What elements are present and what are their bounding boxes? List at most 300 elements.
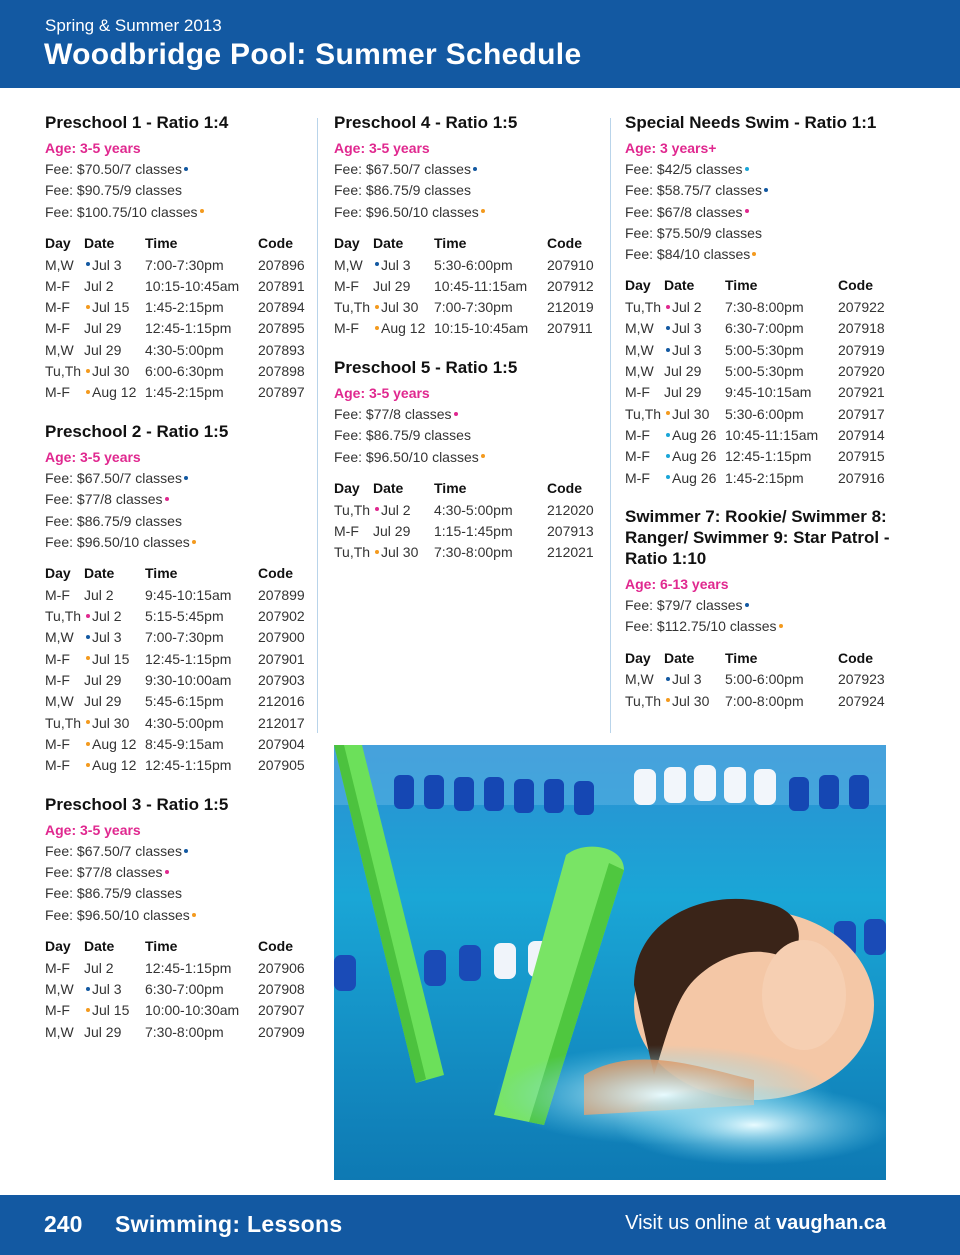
fee-text: Fee: $67/8 classes	[625, 203, 743, 220]
table-row	[45, 691, 305, 712]
row-time: 12:45-1:15pm	[145, 320, 232, 337]
row-date-cell	[84, 296, 145, 317]
row-time: 6:00-6:30pm	[145, 363, 224, 380]
row-date-cell	[664, 403, 725, 424]
column-header-date: Date	[84, 938, 115, 955]
column-header-day: Day	[45, 234, 71, 251]
row-time: 6:30-7:00pm	[725, 320, 804, 337]
table-row	[625, 296, 885, 317]
row-code: 207910	[547, 256, 594, 273]
program-block	[334, 357, 598, 563]
row-time: 8:45-9:15am	[145, 735, 224, 752]
row-date: Jul 30	[381, 299, 419, 316]
row-date-cell	[84, 712, 145, 733]
row-code: 212017	[258, 714, 305, 731]
page-header	[0, 0, 960, 88]
age-label: Age: 3-5 years	[45, 448, 141, 465]
column-header-time: Time	[434, 479, 467, 496]
program-title: Swimmer 7: Rookie/ Swimmer 8: Ranger/ Swimmer 9: Star Patrol - Ratio 1:10	[625, 507, 890, 569]
fee-line	[625, 180, 895, 201]
table-row	[45, 360, 305, 381]
row-time: 1:15-1:45pm	[434, 522, 513, 539]
row-time: 7:00-7:30pm	[145, 256, 224, 273]
row-day: M-F	[334, 277, 359, 294]
row-date-cell	[664, 382, 725, 403]
fee-text: Fee: $96.50/10 classes	[334, 448, 479, 465]
fee-text: Fee: $86.75/9 classes	[334, 182, 471, 199]
row-time: 12:45-1:15pm	[145, 959, 232, 976]
fee-line	[625, 223, 895, 244]
row-date: Aug 26	[672, 426, 717, 443]
row-date-cell	[373, 499, 434, 520]
row-date-cell	[664, 360, 725, 381]
schedule-table	[625, 274, 885, 488]
fee-text: Fee: $90.75/9 classes	[45, 182, 182, 199]
row-date-cell	[664, 690, 725, 711]
row-day: M-F	[45, 959, 70, 976]
fee-line	[625, 244, 895, 265]
row-day: M-F	[625, 469, 650, 486]
row-code: 207897	[258, 384, 305, 401]
row-code: 207919	[838, 341, 885, 358]
fee-line	[45, 883, 307, 904]
row-code: 207916	[838, 469, 885, 486]
fee-text: Fee: $79/7 classes	[625, 597, 743, 614]
program-title: Preschool 1 - Ratio 1:4	[45, 113, 229, 132]
table-row	[45, 296, 305, 317]
row-date: Jul 30	[672, 692, 710, 709]
fee-text: Fee: $96.50/10 classes	[45, 906, 190, 923]
row-day: Tu,Th	[45, 714, 82, 731]
fee-text: Fee: $67.50/7 classes	[45, 842, 182, 859]
orange-dot-icon	[666, 698, 670, 702]
table-row	[625, 339, 885, 360]
row-code: 207901	[258, 650, 305, 667]
blue-dot-icon	[666, 677, 670, 681]
table-header-row	[45, 562, 305, 584]
page-footer	[0, 1195, 960, 1255]
row-code: 207907	[258, 1002, 305, 1019]
row-day: Tu,Th	[45, 363, 82, 380]
table-header-row	[45, 232, 305, 254]
orange-dot-icon	[192, 913, 196, 917]
blue-dot-icon	[745, 603, 749, 607]
row-code: 207900	[258, 629, 305, 646]
age-label: Age: 3-5 years	[334, 385, 430, 402]
row-code: 207912	[547, 277, 594, 294]
row-date: Aug 12	[381, 320, 426, 337]
row-date: Jul 2	[84, 586, 114, 603]
column-header-time: Time	[145, 938, 178, 955]
row-date-cell	[373, 520, 434, 541]
row-time: 9:45-10:15am	[725, 384, 812, 401]
row-code: 207909	[258, 1023, 305, 1040]
program-title: Preschool 3 - Ratio 1:5	[45, 794, 229, 814]
column-header-date: Date	[373, 234, 404, 251]
row-date: Aug 12	[92, 757, 137, 774]
row-day: M-F	[45, 277, 70, 294]
fee-line	[45, 202, 307, 223]
blue-dot-icon	[86, 262, 90, 266]
fee-line	[45, 489, 307, 510]
program-block	[45, 421, 307, 776]
row-date: Jul 29	[84, 693, 122, 710]
column-header-day: Day	[625, 277, 651, 294]
orange-dot-icon	[86, 742, 90, 746]
row-code: 207920	[838, 363, 885, 380]
row-day: M-F	[45, 735, 70, 752]
table-row	[45, 584, 305, 605]
row-date: Jul 29	[664, 384, 702, 401]
table-row	[45, 275, 305, 296]
teal-dot-icon	[666, 433, 670, 437]
table-row	[334, 318, 594, 339]
program-title: Preschool 4 - Ratio 1:5	[334, 113, 518, 132]
row-code: 207898	[258, 363, 305, 380]
fee-text: Fee: $67.50/7 classes	[334, 161, 471, 177]
row-date-cell	[373, 254, 434, 275]
fee-line	[625, 159, 895, 180]
row-date: Jul 15	[92, 1002, 130, 1019]
section-name: Swimming: Lessons	[115, 1211, 343, 1237]
row-day: Tu,Th	[334, 501, 371, 518]
schedule-table	[334, 232, 594, 339]
website-link[interactable]	[625, 1212, 886, 1235]
table-row	[45, 318, 305, 339]
row-date: Jul 2	[92, 608, 122, 625]
fee-line	[45, 862, 307, 883]
row-time: 7:00-8:00pm	[725, 692, 804, 709]
row-day: M-F	[45, 1002, 70, 1019]
row-date: Aug 26	[672, 448, 717, 465]
row-date: Jul 3	[672, 341, 702, 358]
row-date: Jul 29	[373, 522, 411, 539]
row-date: Jul 29	[84, 341, 122, 358]
orange-dot-icon	[86, 656, 90, 660]
row-date: Jul 3	[381, 256, 411, 273]
column-header-time: Time	[145, 234, 178, 251]
row-time: 7:30-8:00pm	[725, 299, 804, 316]
row-code: 207905	[258, 757, 305, 774]
row-code: 207913	[547, 522, 594, 539]
blue-dot-icon	[764, 188, 768, 192]
column-header-code: Code	[838, 649, 873, 666]
row-time: 4:30-5:00pm	[145, 341, 224, 358]
orange-dot-icon	[779, 624, 783, 628]
blue-dot-icon	[666, 326, 670, 330]
table-row	[45, 605, 305, 626]
fee-line	[45, 905, 307, 926]
row-date-cell	[84, 1000, 145, 1021]
column-header-time: Time	[725, 277, 758, 294]
blue-dot-icon	[473, 167, 477, 171]
pink-dot-icon	[86, 614, 90, 618]
orange-dot-icon	[481, 209, 485, 213]
row-date: Jul 29	[84, 1023, 122, 1040]
row-date: Jul 3	[92, 629, 122, 646]
row-day: M-F	[625, 426, 650, 443]
table-row	[45, 1000, 305, 1021]
row-date: Jul 29	[84, 320, 122, 337]
row-date: Jul 30	[381, 544, 419, 561]
row-code: 207891	[258, 277, 305, 294]
row-date-cell	[664, 296, 725, 317]
fee-line	[45, 159, 307, 180]
table-row	[45, 733, 305, 754]
row-date-cell	[84, 339, 145, 360]
table-row	[625, 382, 885, 403]
orange-dot-icon	[86, 763, 90, 767]
column-header-date: Date	[664, 649, 695, 666]
fee-text: Fee: $70.50/7 classes	[45, 161, 182, 177]
row-date-cell	[84, 382, 145, 403]
website-url[interactable]: vaughan.ca	[775, 1212, 886, 1234]
fee-line	[334, 425, 598, 446]
row-code: 212021	[547, 544, 594, 561]
row-time: 5:45-6:15pm	[145, 693, 224, 710]
column-header-date: Date	[373, 479, 404, 496]
row-time: 9:45-10:15am	[145, 586, 232, 603]
column-header-day: Day	[334, 234, 360, 251]
program-block	[45, 794, 307, 1042]
fee-line	[625, 202, 895, 223]
row-day: M-F	[45, 757, 70, 774]
row-date-cell	[84, 691, 145, 712]
row-code: 207924	[838, 692, 885, 709]
row-time: 10:15-10:45am	[145, 277, 240, 294]
page-number: 240	[44, 1211, 83, 1237]
row-time: 12:45-1:15pm	[145, 650, 232, 667]
table-row	[625, 467, 885, 488]
teal-dot-icon	[666, 454, 670, 458]
age-label: Age: 3-5 years	[45, 140, 141, 156]
table-row	[334, 499, 594, 520]
orange-dot-icon	[192, 540, 196, 544]
fee-line	[45, 841, 307, 862]
table-row	[334, 254, 594, 275]
row-date-cell	[84, 360, 145, 381]
row-day: M,W	[45, 256, 74, 273]
row-code: 207896	[258, 256, 305, 273]
row-day: M-F	[45, 299, 70, 316]
schedule-table	[45, 935, 305, 1042]
fee-line	[334, 202, 598, 223]
column-header-time: Time	[725, 649, 758, 666]
row-day: M,W	[45, 341, 74, 358]
row-date: Jul 30	[92, 714, 130, 731]
row-time: 9:30-10:00am	[145, 671, 232, 688]
row-code: 212020	[547, 501, 594, 518]
row-date: Jul 29	[84, 671, 122, 688]
column-header-code: Code	[258, 234, 293, 251]
row-date-cell	[84, 605, 145, 626]
row-date: Jul 29	[373, 277, 411, 294]
row-time: 5:30-6:00pm	[725, 405, 804, 422]
table-row	[334, 520, 594, 541]
column-header-day: Day	[334, 479, 360, 496]
fee-line	[45, 468, 307, 489]
orange-dot-icon	[86, 369, 90, 373]
table-row	[625, 690, 885, 711]
row-day: M,W	[45, 980, 74, 997]
row-time: 7:00-7:30pm	[145, 629, 224, 646]
orange-dot-icon	[86, 305, 90, 309]
row-date: Aug 12	[92, 735, 137, 752]
table-row	[625, 403, 885, 424]
schedule-column-2	[334, 112, 598, 581]
row-code: 207904	[258, 735, 305, 752]
table-row	[45, 978, 305, 999]
fee-line	[45, 180, 307, 201]
table-row	[45, 755, 305, 776]
row-day: M-F	[625, 384, 650, 401]
row-day: M,W	[45, 629, 74, 646]
row-time: 10:15-10:45am	[434, 320, 529, 337]
row-date: Jul 2	[381, 501, 411, 518]
fee-text: Fee: $96.50/10 classes	[334, 203, 479, 220]
row-time: 10:00-10:30am	[145, 1002, 240, 1019]
row-date-cell	[664, 467, 725, 488]
orange-dot-icon	[375, 305, 379, 309]
fee-line	[625, 616, 895, 637]
age-label: Age: 3 years+	[625, 140, 717, 156]
fee-text: Fee: $86.75/9 classes	[45, 512, 182, 529]
row-time: 5:15-5:45pm	[145, 608, 224, 625]
row-time: 4:30-5:00pm	[434, 501, 513, 518]
table-row	[334, 275, 594, 296]
row-date-cell	[373, 296, 434, 317]
fee-text: Fee: $77/8 classes	[334, 406, 452, 423]
row-day: Tu,Th	[625, 692, 662, 709]
visit-prefix: Visit us online at	[625, 1212, 776, 1234]
row-date-cell	[84, 254, 145, 275]
fee-line	[334, 159, 598, 180]
blue-dot-icon	[184, 849, 188, 853]
row-date-cell	[664, 669, 725, 690]
table-header-row	[625, 647, 885, 669]
schedule-table	[45, 232, 305, 403]
table-row	[45, 254, 305, 275]
table-row	[625, 446, 885, 467]
row-time: 1:45-2:15pm	[145, 299, 224, 316]
row-date: Jul 15	[92, 299, 130, 316]
fee-text: Fee: $58.75/7 classes	[625, 182, 762, 199]
table-row	[45, 669, 305, 690]
row-time: 10:45-11:15am	[434, 277, 528, 294]
program-title: Special Needs Swim - Ratio 1:1	[625, 113, 877, 132]
row-code: 207895	[258, 320, 305, 337]
row-code: 207915	[838, 448, 885, 465]
table-header-row	[45, 935, 305, 957]
fee-text: Fee: $77/8 classes	[45, 864, 163, 881]
table-row	[45, 957, 305, 978]
table-row	[625, 669, 885, 690]
program-block	[334, 112, 598, 339]
row-time: 5:00-5:30pm	[725, 363, 804, 380]
row-day: M-F	[45, 586, 70, 603]
row-date-cell	[664, 339, 725, 360]
row-date: Jul 3	[672, 320, 702, 337]
program-block	[625, 112, 895, 488]
fee-text: Fee: $100.75/10 classes	[45, 203, 198, 220]
fee-line	[334, 404, 598, 425]
row-day: Tu,Th	[334, 299, 371, 316]
orange-dot-icon	[86, 1008, 90, 1012]
row-day: Tu,Th	[625, 299, 662, 316]
row-code: 207908	[258, 980, 305, 997]
row-date: Jul 29	[664, 363, 702, 380]
row-day: M-F	[45, 650, 70, 667]
table-header-row	[625, 274, 885, 296]
orange-dot-icon	[86, 720, 90, 724]
column-header-code: Code	[838, 277, 873, 294]
page-title: Woodbridge Pool: Summer Schedule	[44, 38, 582, 71]
column-header-code: Code	[547, 479, 582, 496]
fee-text: Fee: $67.50/7 classes	[45, 469, 182, 486]
pink-dot-icon	[745, 209, 749, 213]
row-time: 5:30-6:00pm	[434, 256, 513, 273]
schedule-column-3	[625, 112, 895, 729]
pink-dot-icon	[165, 497, 169, 501]
fee-line	[625, 595, 895, 616]
table-row	[45, 648, 305, 669]
row-time: 5:00-5:30pm	[725, 341, 804, 358]
row-day: M,W	[45, 693, 74, 710]
row-date: Jul 3	[672, 671, 702, 688]
fee-line	[334, 447, 598, 468]
blue-dot-icon	[184, 167, 188, 171]
fee-line	[334, 180, 598, 201]
row-date-cell	[373, 275, 434, 296]
row-code: 212016	[258, 693, 305, 710]
row-date-cell	[84, 275, 145, 296]
column-header-code: Code	[258, 565, 293, 582]
row-code: 207923	[838, 671, 885, 688]
row-date: Jul 3	[92, 256, 122, 273]
pink-dot-icon	[165, 870, 169, 874]
schedule-column-1	[45, 112, 307, 1060]
row-date: Jul 30	[672, 405, 710, 422]
row-date-cell	[373, 542, 434, 563]
column-header-date: Date	[664, 277, 695, 294]
fee-text: Fee: $86.75/9 classes	[45, 885, 182, 902]
table-row	[45, 1021, 305, 1042]
column-header-day: Day	[45, 565, 71, 582]
row-code: 207911	[547, 320, 593, 337]
row-date: Jul 2	[672, 299, 702, 316]
column-header-time: Time	[434, 234, 467, 251]
row-day: Tu,Th	[625, 405, 662, 422]
row-code: 207903	[258, 671, 305, 688]
blue-dot-icon	[666, 348, 670, 352]
row-day: Tu,Th	[45, 608, 82, 625]
orange-dot-icon	[752, 252, 756, 256]
schedule-table	[334, 477, 594, 563]
column-header-day: Day	[625, 649, 651, 666]
row-code: 207922	[838, 299, 885, 316]
age-label: Age: 6-13 years	[625, 576, 729, 593]
column-header-date: Date	[84, 565, 115, 582]
table-row	[45, 627, 305, 648]
row-date-cell	[84, 648, 145, 669]
row-time: 12:45-1:15pm	[725, 448, 812, 465]
fee-text: Fee: $86.75/9 classes	[334, 427, 471, 444]
program-title: Preschool 2 - Ratio 1:5	[45, 421, 229, 441]
program-block	[45, 112, 307, 403]
teal-dot-icon	[666, 475, 670, 479]
row-date-cell	[84, 318, 145, 339]
row-date: Aug 12	[92, 384, 137, 401]
